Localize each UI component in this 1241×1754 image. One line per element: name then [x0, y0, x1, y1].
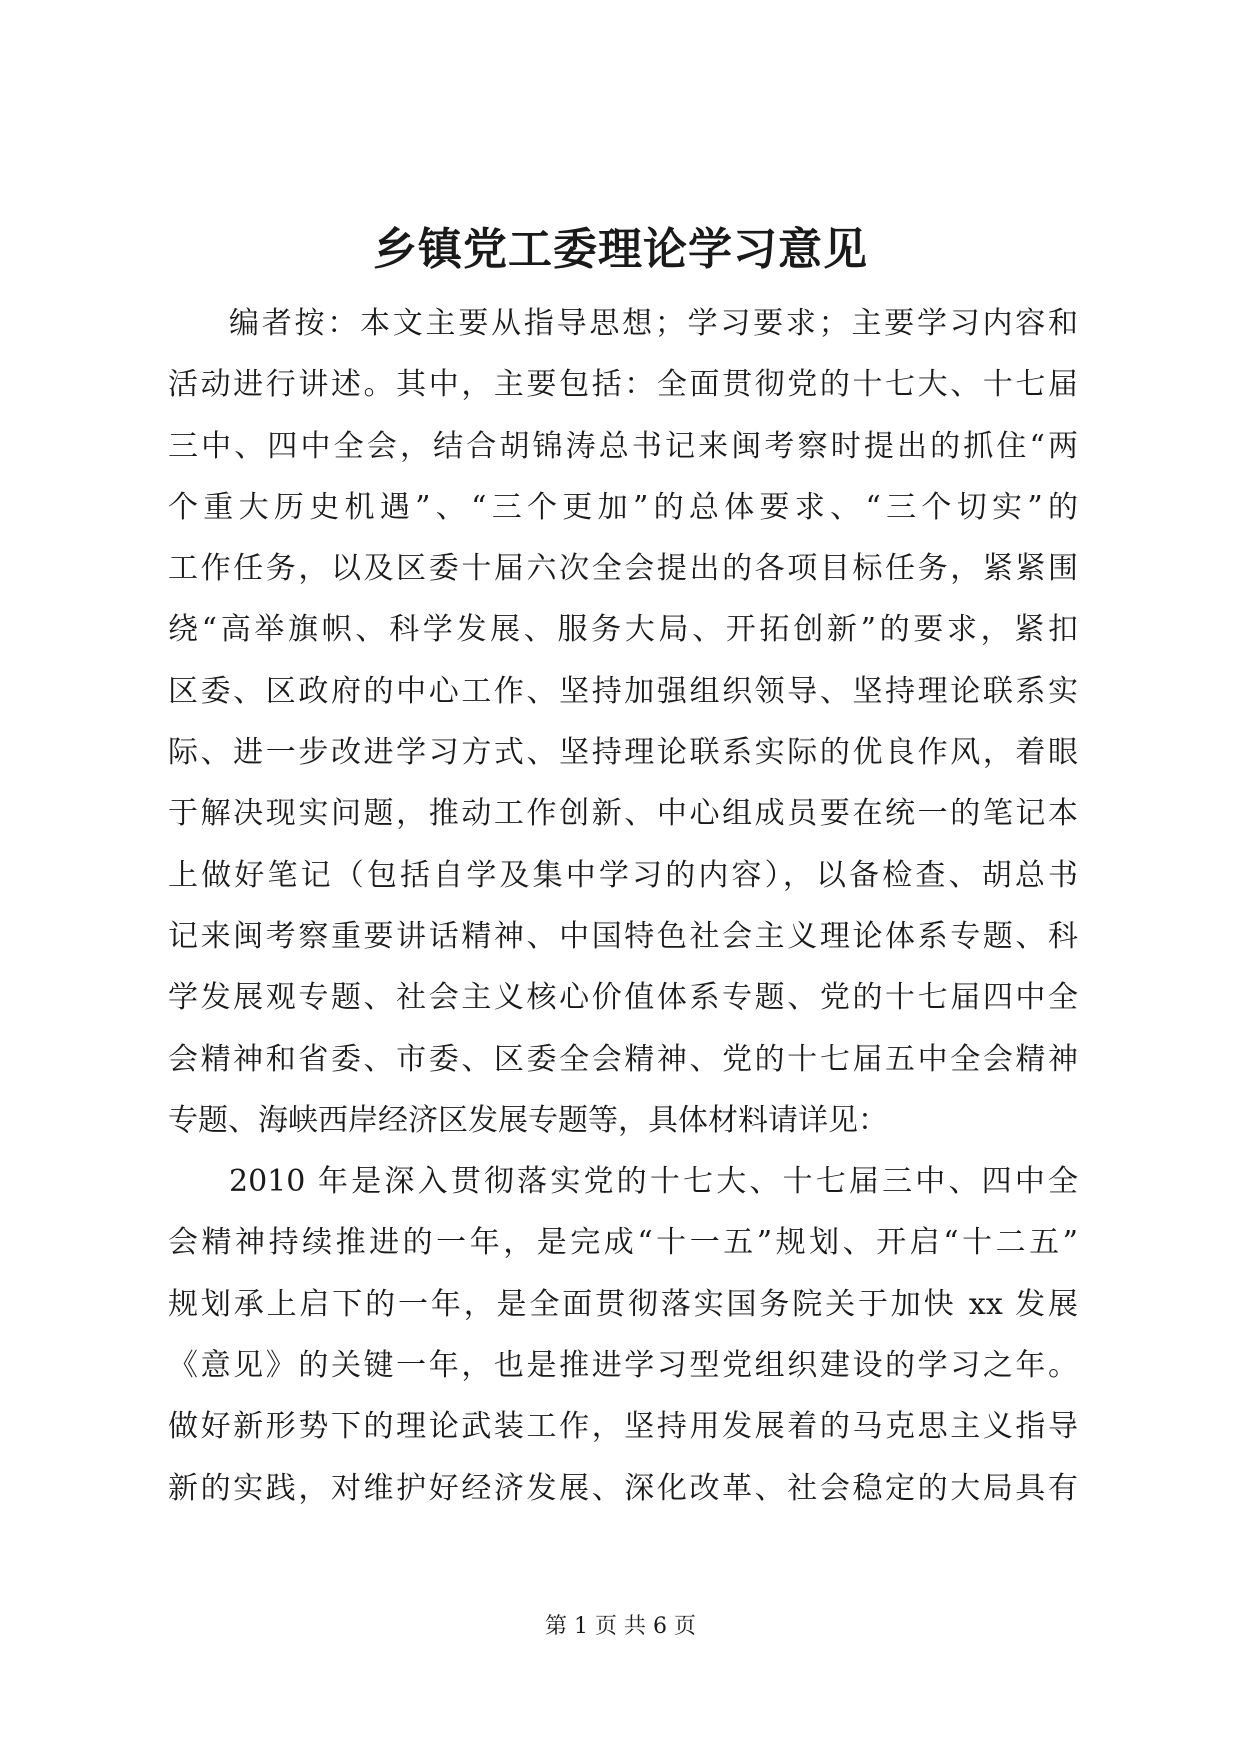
text-line: 2010 年是深入贯彻落实党的十七大、十七届三中、四中全	[229, 1164, 1078, 1200]
document-body	[168, 293, 1078, 1519]
paragraph-editor-note	[168, 293, 1078, 1151]
text-line: 编者按：本文主要从指导思想；学习要求；主要学习内容和	[229, 306, 1078, 341]
text-line: 活动进行讲述。其中，主要包括：全面贯彻党的十七大、十七届	[168, 367, 1078, 403]
document-title: 乡镇党工委理论学习意见	[373, 224, 868, 275]
text-line: 《意见》的关键一年，也是推进学习型党组织建设的学习之年。	[168, 1348, 1078, 1384]
text-line: 上做好笔记（包括自学及集中学习的内容），以备检查、胡总书	[168, 857, 1078, 893]
text-line: 区委、区政府的中心工作、坚持加强组织领导、坚持理论联系实	[168, 673, 1078, 709]
text-line: 会精神和省委、市委、区委全会精神、党的十七届五中全会精神	[168, 1041, 1078, 1077]
text-line: 记来闽考察重要讲话精神、中国特色社会主义理论体系专题、科	[168, 918, 1078, 954]
text-line: 规划承上启下的一年，是全面贯彻落实国务院关于加快 xx 发展	[168, 1286, 1078, 1322]
text-line: 三中、四中全会，结合胡锦涛总书记来闽考察时提出的抓住“两	[168, 428, 1078, 464]
text-line: 际、进一步改进学习方式、坚持理论联系实际的优良作风，着眼	[168, 735, 1078, 771]
text-line: 个重大历史机遇”、“三个更加”的总体要求、“三个切实”的	[168, 489, 1078, 525]
text-line: 工作任务，以及区委十届六次全会提出的各项目标任务，紧紧围	[168, 551, 1078, 587]
text-line: 绕“高举旗帜、科学发展、服务大局、开拓创新”的要求，紧扣	[168, 612, 1078, 648]
text-line: 新的实践，对维护好经济发展、深化改革、社会稳定的大局具有	[168, 1470, 1078, 1506]
text-line: 于解决现实问题，推动工作创新、中心组成员要在统一的笔记本	[168, 796, 1078, 832]
text-line: 专题、海峡西岸经济区发展专题等，具体材料请详见：	[168, 1102, 888, 1138]
text-line: 做好新形势下的理论武装工作，坚持用发展着的马克思主义指导	[168, 1409, 1078, 1445]
paragraph-main	[168, 1151, 1078, 1519]
page-number-footer: 第 1 页 共 6 页	[545, 1614, 696, 1639]
text-line: 会精神持续推进的一年，是完成“十一五”规划、开启“十二五”	[168, 1225, 1078, 1261]
text-line: 学发展观专题、社会主义核心价值体系专题、党的十七届四中全	[168, 980, 1078, 1016]
